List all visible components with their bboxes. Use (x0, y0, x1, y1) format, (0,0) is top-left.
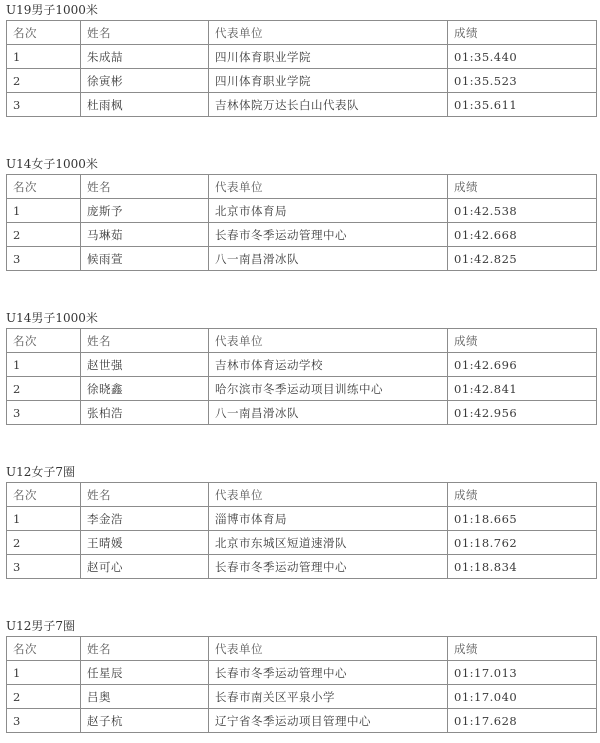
column-header-name: 姓名 (81, 329, 209, 353)
cell-rank: 2 (7, 377, 81, 401)
column-header-unit: 代表单位 (209, 483, 448, 507)
cell-rank: 2 (7, 531, 81, 555)
cell-name: 任星辰 (81, 661, 209, 685)
cell-name: 马琳茹 (81, 223, 209, 247)
results-table (6, 174, 597, 271)
table-header-row (7, 637, 597, 661)
table-row (7, 93, 597, 117)
column-header-rank: 名次 (7, 483, 81, 507)
result-section (6, 464, 596, 579)
cell-rank: 1 (7, 661, 81, 685)
table-header-row (7, 21, 597, 45)
column-header-rank: 名次 (7, 637, 81, 661)
section-title: U14男子1000米 (6, 311, 98, 325)
table-row (7, 377, 597, 401)
column-header-unit: 代表单位 (209, 637, 448, 661)
cell-name: 吕奥 (81, 685, 209, 709)
cell-rank: 1 (7, 45, 81, 69)
cell-result: 01:18.762 (448, 531, 597, 555)
column-header-rank: 名次 (7, 329, 81, 353)
cell-name: 杜雨枫 (81, 93, 209, 117)
cell-name: 朱成喆 (81, 45, 209, 69)
cell-result: 01:42.956 (448, 401, 597, 425)
cell-result: 01:35.523 (448, 69, 597, 93)
column-header-result: 成绩 (448, 329, 597, 353)
column-header-name: 姓名 (81, 483, 209, 507)
cell-rank: 3 (7, 555, 81, 579)
cell-result: 01:42.825 (448, 247, 597, 271)
table-row (7, 69, 597, 93)
cell-result: 01:18.665 (448, 507, 597, 531)
table-row (7, 661, 597, 685)
column-header-name: 姓名 (81, 21, 209, 45)
cell-name: 候雨萱 (81, 247, 209, 271)
cell-result: 01:42.841 (448, 377, 597, 401)
table-row (7, 223, 597, 247)
section-title: U12男子7圈 (6, 619, 76, 633)
cell-result: 01:17.040 (448, 685, 597, 709)
column-header-unit: 代表单位 (209, 21, 448, 45)
column-header-name: 姓名 (81, 637, 209, 661)
table-row (7, 685, 597, 709)
cell-name: 赵世强 (81, 353, 209, 377)
column-header-name: 姓名 (81, 175, 209, 199)
table-row (7, 199, 597, 223)
result-section (6, 618, 596, 733)
cell-name: 赵可心 (81, 555, 209, 579)
table-header-row (7, 329, 597, 353)
cell-unit: 吉林市体育运动学校 (209, 353, 448, 377)
cell-rank: 3 (7, 93, 81, 117)
cell-unit: 四川体育职业学院 (209, 45, 448, 69)
table-header-row (7, 175, 597, 199)
section-title: U12女子7圈 (6, 465, 76, 479)
result-section (6, 156, 596, 271)
cell-unit: 八一南昌滑冰队 (209, 247, 448, 271)
column-header-result: 成绩 (448, 483, 597, 507)
cell-rank: 1 (7, 199, 81, 223)
table-row (7, 401, 597, 425)
column-header-rank: 名次 (7, 21, 81, 45)
results-table (6, 328, 597, 425)
table-row (7, 247, 597, 271)
table-header-row (7, 483, 597, 507)
cell-unit: 长春市冬季运动管理中心 (209, 223, 448, 247)
cell-name: 李金浩 (81, 507, 209, 531)
cell-result: 01:18.834 (448, 555, 597, 579)
table-row (7, 45, 597, 69)
cell-unit: 吉林体院万达长白山代表队 (209, 93, 448, 117)
cell-unit: 长春市冬季运动管理中心 (209, 555, 448, 579)
cell-rank: 2 (7, 685, 81, 709)
cell-unit: 北京市东城区短道速滑队 (209, 531, 448, 555)
cell-name: 张柏浩 (81, 401, 209, 425)
cell-unit: 长春市冬季运动管理中心 (209, 661, 448, 685)
cell-result: 01:42.668 (448, 223, 597, 247)
section-title: U14女子1000米 (6, 157, 98, 171)
column-header-rank: 名次 (7, 175, 81, 199)
cell-name: 徐晓鑫 (81, 377, 209, 401)
cell-name: 赵子杭 (81, 709, 209, 733)
results-table (6, 636, 597, 733)
cell-rank: 2 (7, 69, 81, 93)
cell-unit: 八一南昌滑冰队 (209, 401, 448, 425)
result-section (6, 310, 596, 425)
results-table (6, 482, 597, 579)
table-row (7, 507, 597, 531)
cell-result: 01:35.611 (448, 93, 597, 117)
cell-rank: 3 (7, 401, 81, 425)
table-row (7, 709, 597, 733)
cell-rank: 2 (7, 223, 81, 247)
cell-unit: 辽宁省冬季运动项目管理中心 (209, 709, 448, 733)
results-table (6, 20, 597, 117)
cell-name: 王晴媛 (81, 531, 209, 555)
cell-name: 徐寅彬 (81, 69, 209, 93)
cell-result: 01:17.013 (448, 661, 597, 685)
cell-rank: 1 (7, 353, 81, 377)
column-header-unit: 代表单位 (209, 329, 448, 353)
column-header-result: 成绩 (448, 175, 597, 199)
cell-unit: 淄博市体育局 (209, 507, 448, 531)
table-row (7, 531, 597, 555)
column-header-result: 成绩 (448, 21, 597, 45)
cell-unit: 北京市体育局 (209, 199, 448, 223)
cell-result: 01:35.440 (448, 45, 597, 69)
table-row (7, 353, 597, 377)
cell-unit: 哈尔滨市冬季运动项目训练中心 (209, 377, 448, 401)
column-header-result: 成绩 (448, 637, 597, 661)
cell-unit: 四川体育职业学院 (209, 69, 448, 93)
table-row (7, 555, 597, 579)
cell-result: 01:42.696 (448, 353, 597, 377)
cell-rank: 3 (7, 247, 81, 271)
column-header-unit: 代表单位 (209, 175, 448, 199)
cell-result: 01:42.538 (448, 199, 597, 223)
cell-name: 庞斯予 (81, 199, 209, 223)
result-section (6, 2, 596, 117)
cell-rank: 1 (7, 507, 81, 531)
section-title: U19男子1000米 (6, 3, 98, 17)
cell-unit: 长春市南关区平泉小学 (209, 685, 448, 709)
cell-result: 01:17.628 (448, 709, 597, 733)
cell-rank: 3 (7, 709, 81, 733)
